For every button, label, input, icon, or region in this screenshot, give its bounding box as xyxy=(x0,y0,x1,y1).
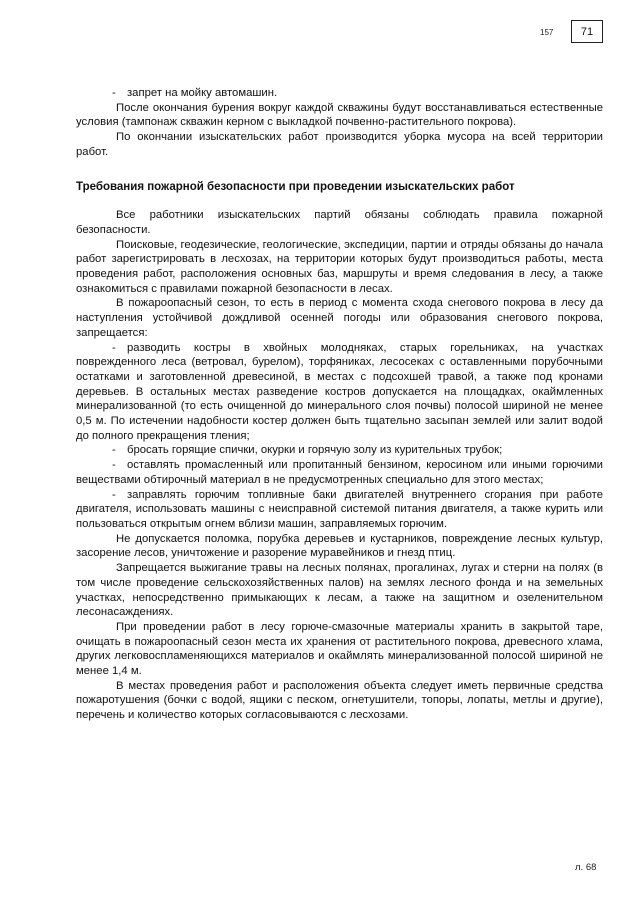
bullet-item xyxy=(76,488,603,532)
page-number-box: 71 xyxy=(571,20,603,43)
bullet-dash: - xyxy=(112,87,116,99)
bullet-text: заправлять горючим топливные баки двигателей внутреннего сгорания при работе двигателя, использовать машины с неисправной системой питания двигателя, а также курить или пользоваться открытым огнем вблизи машин, заправляемых горючим. xyxy=(76,488,603,530)
bullet-item xyxy=(76,86,603,101)
sheet-number: л. 68 xyxy=(575,862,597,873)
bullet-dash: - xyxy=(112,341,116,354)
bullet-dash: - xyxy=(112,459,116,472)
bullet-text: разводить костры в хвойных молодняках, старых горельниках, на участках поврежденного леса (ветровал, бурелом), торфяниках, лесосеках с оставленными порубочными остатками и заготовленной древесиной, в местах с подсохшей травой, а также под кронами деревьев. В остальных местах разведение костров допускается на площадках, окаймленных минерализованной (то есть очищенной до минерального слоя почвы) полосой шириной не менее 0,5 м. По истечении надобности костер должен быть тщательно засыпан землей или залит водой до полного прекращения тления; xyxy=(76,341,603,442)
paragraph: Поисковые, геодезические, геологические, экспедиции, партии и отряды обязаны до начала работ зарегистрировать в лесхозах, на территории которых будут производиться работы, места проведения работ, расположения основных баз, маршруты и время следования в лесу, а также ознакомиться с правилами пожарной безопасности в лесах. xyxy=(76,238,603,295)
paragraph: В пожароопасный сезон, то есть в период с момента схода снегового покрова в лесу да наступления устойчивой дождливой осенней погоды или образования снегового покрова, запрещается: xyxy=(76,297,603,339)
bullet-item xyxy=(76,443,603,458)
bullet-item xyxy=(76,341,603,444)
paragraph: По окончании изыскательских работ производится уборка мусора на всей территории работ. xyxy=(76,131,603,158)
paragraph: После окончания бурения вокруг каждой скважины будут восстанавливаться естественные условия (тампонаж скважин керном с выкладкой почвенно-растительного покрова). xyxy=(76,101,603,129)
bullet-text: запрет на мойку автомашин. xyxy=(127,87,278,99)
section-heading: Требования пожарной безопасности при проведении изыскательских работ xyxy=(76,180,515,193)
bullet-item xyxy=(76,458,603,487)
paragraph: В местах проведения работ и расположения объекта следует иметь первичные средства пожаротушения (бочки с водой, ящики с песком, огнетушители, топоры, лопаты, метлы и другие), перечень и количество которых согласовываются с лесхозами. xyxy=(76,679,603,722)
paragraph: Все работники изыскательских партий обязаны соблюдать правила пожарной безопасности. xyxy=(76,209,603,236)
bullet-dash: - xyxy=(112,488,116,501)
paragraph: При проведении работ в лесу горюче-смазочные материалы хранить в закрытой таре, очищать в пожароопасный сезон места их хранения от растительного покрова, древесного хлама, других легковоспламеняющихся материалов и окаймлять минерализованной полосой шириной не менее 1,4 м. xyxy=(76,620,603,678)
paragraph: Не допускается поломка, порубка деревьев и кустарников, повреждение лесных культур, засорение лесов, уничтожение и разорение муравейников и гнезд птиц. xyxy=(76,532,603,560)
paragraph: Запрещается выжигание травы на лесных полянах, прогалинах, лугах и стерни на полях (в том числе проведение сельскохозяйственных палов) на землях лесного фонда и на земельных участках, непосредственно примыкающих к лесам, а также на защитном и озеленительном лесонасаждениях. xyxy=(76,562,603,619)
document-body xyxy=(76,86,603,723)
bullet-text: оставлять промасленный или пропитанный бензином, керосином или иными горючими веществами обтирочный материал в не предусмотренных специально для этого местах; xyxy=(76,459,603,486)
bullet-text: бросать горящие спички, окурки и горячую золу из курительных трубок; xyxy=(127,444,503,457)
page-number-small: 157 xyxy=(540,28,554,37)
bullet-dash: - xyxy=(112,444,116,457)
